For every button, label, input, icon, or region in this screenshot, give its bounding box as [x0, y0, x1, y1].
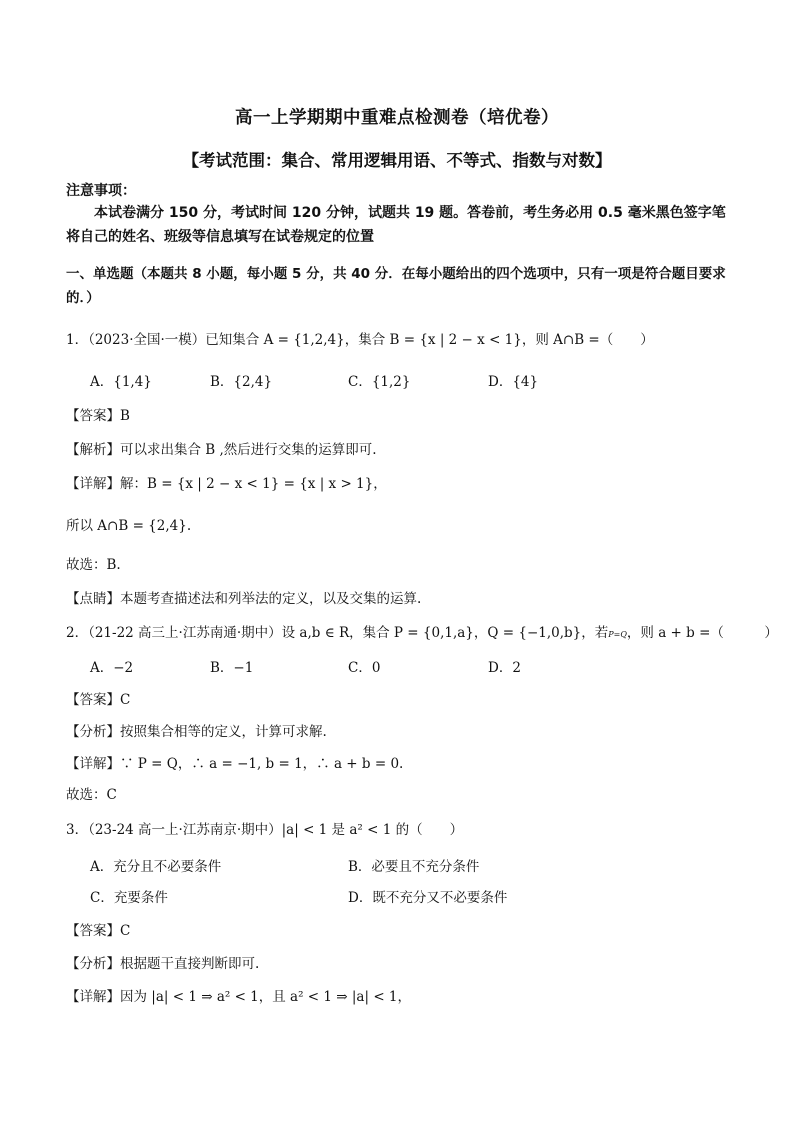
q2-analysis: 【分析】按照集合相等的定义，计算可求解. — [66, 724, 327, 740]
q2-answer: 【答案】C — [66, 692, 131, 708]
notice-body: 本试卷满分 150 分，考试时间 120 分钟，试题共 19 题。答卷前，考生务必用 0.5 毫米黑色签字笔将自己的姓名、班级等信息填写在试卷规定的位置 — [66, 205, 726, 245]
q1-option-b: B．{2,4} — [210, 374, 273, 390]
q2-detail: 【详解】∵ P = Q，∴ a = −1, b = 1，∴ a + b = 0. — [66, 756, 404, 772]
q1-option-d: D．{4} — [488, 374, 539, 390]
q1-analysis: 【解析】可以求出集合 B ,然后进行交集的运算即可. — [66, 442, 377, 458]
q2-choose: 故选：C — [66, 787, 117, 803]
q1-choose: 故选：B. — [66, 557, 121, 573]
page-title: 高一上学期期中重难点检测卷（培优卷） — [235, 108, 559, 128]
q2-stem-end: ，则 a + b =（ ） — [626, 625, 778, 641]
q2-option-b: B．−1 — [210, 660, 254, 676]
q3-answer: 【答案】C — [66, 923, 131, 939]
q1-comment: 【点睛】本题考查描述法和列举法的定义，以及交集的运算. — [66, 591, 422, 607]
q2-stem-condition: P=Q — [608, 630, 627, 639]
q2-option-a: A．−2 — [90, 660, 134, 676]
q2-stem-text: 2．（21-22 高三上·江苏南通·期中）设 a,b ∈ R，集合 P = {0,1,a}，Q = {−1,0,b}，若 — [66, 625, 609, 641]
q3-option-a: A．充分且不必要条件 — [90, 859, 222, 875]
q3-option-b: B．必要且不充分条件 — [348, 859, 480, 875]
q3-stem: 3．（23-24 高一上·江苏南京·期中）|a| < 1 是 a² < 1 的（ ） — [66, 822, 464, 838]
q1-option-c: C．{1,2} — [348, 374, 411, 390]
q3-analysis: 【分析】根据题干直接判断即可. — [66, 956, 260, 972]
q3-option-c: C．充要条件 — [90, 890, 168, 906]
q1-detail: 【详解】解：B = {x | 2 − x < 1} = {x | x > 1}， — [66, 476, 387, 492]
q1-option-a: A．{1,4} — [90, 374, 152, 390]
exam-scope: 【考试范围：集合、常用逻辑用语、不等式、指数与对数】 — [182, 151, 612, 170]
section-heading: 一、单选题（本题共 8 小题，每小题 5 分，共 40 分．在每小题给出的四个选项中，只有一项是符合题目要求的．） — [66, 266, 726, 306]
q1-answer: 【答案】B — [66, 408, 130, 424]
q2-option-d: D．2 — [488, 660, 521, 676]
notice-title: 注意事项： — [66, 183, 136, 199]
q1-detail-result: 所以 A∩B = {2,4}. — [66, 518, 192, 534]
q1-stem: 1．（2023·全国·一模）已知集合 A = {1,2,4}，集合 B = {x | 2 − x < 1}，则 A∩B =（ ） — [66, 332, 654, 348]
q2-option-c: C．0 — [348, 660, 381, 676]
q3-option-d: D．既不充分又不必要条件 — [348, 890, 508, 906]
q3-detail: 【详解】因为 |a| < 1 ⇒ a² < 1，且 a² < 1 ⇒ |a| < 1， — [66, 989, 412, 1005]
q2-stem — [66, 621, 778, 641]
